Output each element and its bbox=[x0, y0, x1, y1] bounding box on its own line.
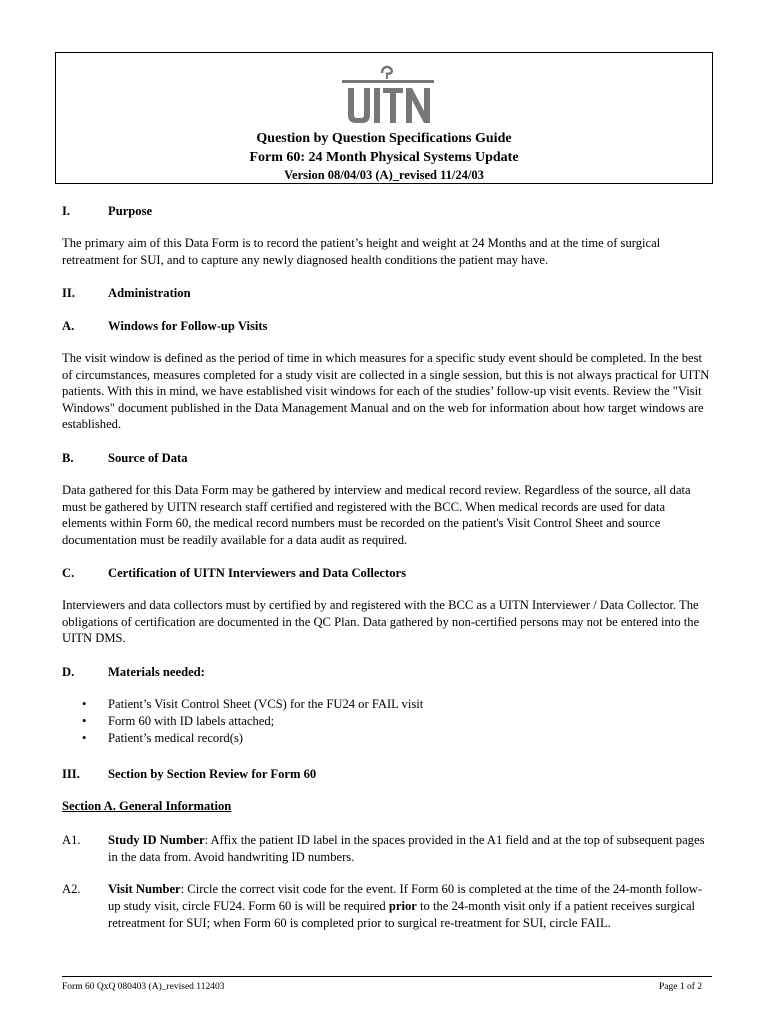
windows-paragraph bbox=[62, 350, 712, 433]
item-body bbox=[108, 832, 712, 866]
list-item bbox=[80, 696, 423, 713]
paragraph-text: Data gathered for this Data Form may be gathered by interview and medical record review. Regardless of the source, all data must be gathered by UITN research staff certified and registered with the BCC. When medical records are used for data elements within Form 60, the medical record numbers must be recorded on the patient's Visit Control Sheet and source documentation must be readily available for a data audit as required. bbox=[62, 483, 691, 547]
heading-text: Section by Section Review for Form 60 bbox=[108, 767, 317, 781]
footer-page-number: Page 1 of 2 bbox=[658, 982, 702, 992]
item-label: Study ID Number bbox=[108, 833, 205, 847]
heading-number: III. bbox=[62, 767, 80, 781]
item-number: A1. bbox=[62, 833, 81, 847]
list-item-text: Patient’s medical record(s) bbox=[108, 731, 243, 745]
item-text: : Circle the correct visit code for the event. If Form 60 is completed at the time of the 24-month follow-up study visit, circle FU24. Form 60 is will be required bbox=[108, 882, 703, 913]
guide-title: Question by Question Specifications Guide bbox=[256, 131, 512, 146]
source-paragraph bbox=[62, 482, 712, 548]
footer-document-id: Form 60 QxQ 080403 (A)_revised 112403 bbox=[62, 982, 225, 992]
heading-text: Source of Data bbox=[108, 451, 188, 465]
item-number: A2. bbox=[62, 882, 81, 896]
purpose-paragraph bbox=[62, 235, 712, 268]
section-a-heading: Section A. General Information bbox=[62, 799, 232, 813]
heading-text: Certification of UITN Interviewers and Data Collectors bbox=[108, 566, 406, 580]
form-title: Form 60: 24 Month Physical Systems Update bbox=[249, 150, 519, 165]
item-body bbox=[108, 881, 712, 932]
heading-text: Purpose bbox=[108, 204, 153, 218]
bullet-icon: • bbox=[82, 714, 87, 728]
paragraph-text: The primary aim of this Data Form is to record the patient’s height and weight at 24 Months and at the time of surgical retreatment for SUI, and to capture any newly diagnosed health conditions the patient may have. bbox=[62, 236, 661, 267]
uitn-logo bbox=[338, 63, 438, 127]
item-text: to the 24-month visit only if a patient receives surgical retreatment for SUI; when Form 60 is completed prior to surgical re-treatment for SUI, circle FAIL. bbox=[108, 899, 696, 930]
heading-number: II. bbox=[62, 286, 75, 300]
paragraph-text: Interviewers and data collectors must by certified by and registered with the BCC as a UITN Interviewer / Data Collector. The obligations of certification are documented in the QC Plan. Data gathered by non-certified persons may not be entered into the UITN DMS. bbox=[62, 598, 700, 646]
item-text: : Affix the patient ID label in the spaces provided in the A1 field and at the top of subsequent pages in the data from. Avoid handwriting ID numbers. bbox=[108, 833, 705, 864]
list-item-text: Patient’s Visit Control Sheet (VCS) for the FU24 or FAIL visit bbox=[108, 697, 424, 711]
heading-text: Administration bbox=[108, 286, 191, 300]
document-header bbox=[55, 52, 713, 184]
heading-number: A. bbox=[62, 319, 75, 333]
paragraph-text: The visit window is defined as the period of time in which measures for a specific study event should be completed. In the best of circumstances, measures completed for a study visit are collected in a single session, but this is not always practical for UITN patients. With this in mind, we have established visit windows for each of the studies’ follow-up visit events. Review the "Visit Windows" document published in the Data Management Manual and on the web for information about how target windows are established. bbox=[62, 351, 710, 432]
bullet-icon: • bbox=[82, 731, 87, 745]
bullet-icon: • bbox=[82, 697, 87, 711]
list-item-text: Form 60 with ID labels attached; bbox=[108, 714, 275, 728]
heading-text: Windows for Follow-up Visits bbox=[108, 319, 268, 333]
item-a2 bbox=[62, 881, 712, 932]
item-label: Visit Number bbox=[108, 882, 181, 896]
heading-number: D. bbox=[62, 665, 75, 679]
heading-text: Materials needed: bbox=[108, 665, 205, 679]
logo-text: UITN bbox=[388, 103, 391, 104]
heading-number: B. bbox=[62, 451, 74, 465]
certification-paragraph bbox=[62, 597, 712, 647]
footer-divider bbox=[62, 976, 712, 977]
heading-number: I. bbox=[62, 204, 71, 218]
materials-list bbox=[80, 696, 423, 747]
item-emphasis: prior bbox=[388, 899, 417, 913]
version-line: Version 08/04/03 (A)_revised 11/24/03 bbox=[284, 168, 484, 182]
heading-number: C. bbox=[62, 566, 75, 580]
item-a1 bbox=[62, 832, 712, 866]
list-item bbox=[80, 713, 423, 730]
list-item bbox=[80, 730, 423, 747]
